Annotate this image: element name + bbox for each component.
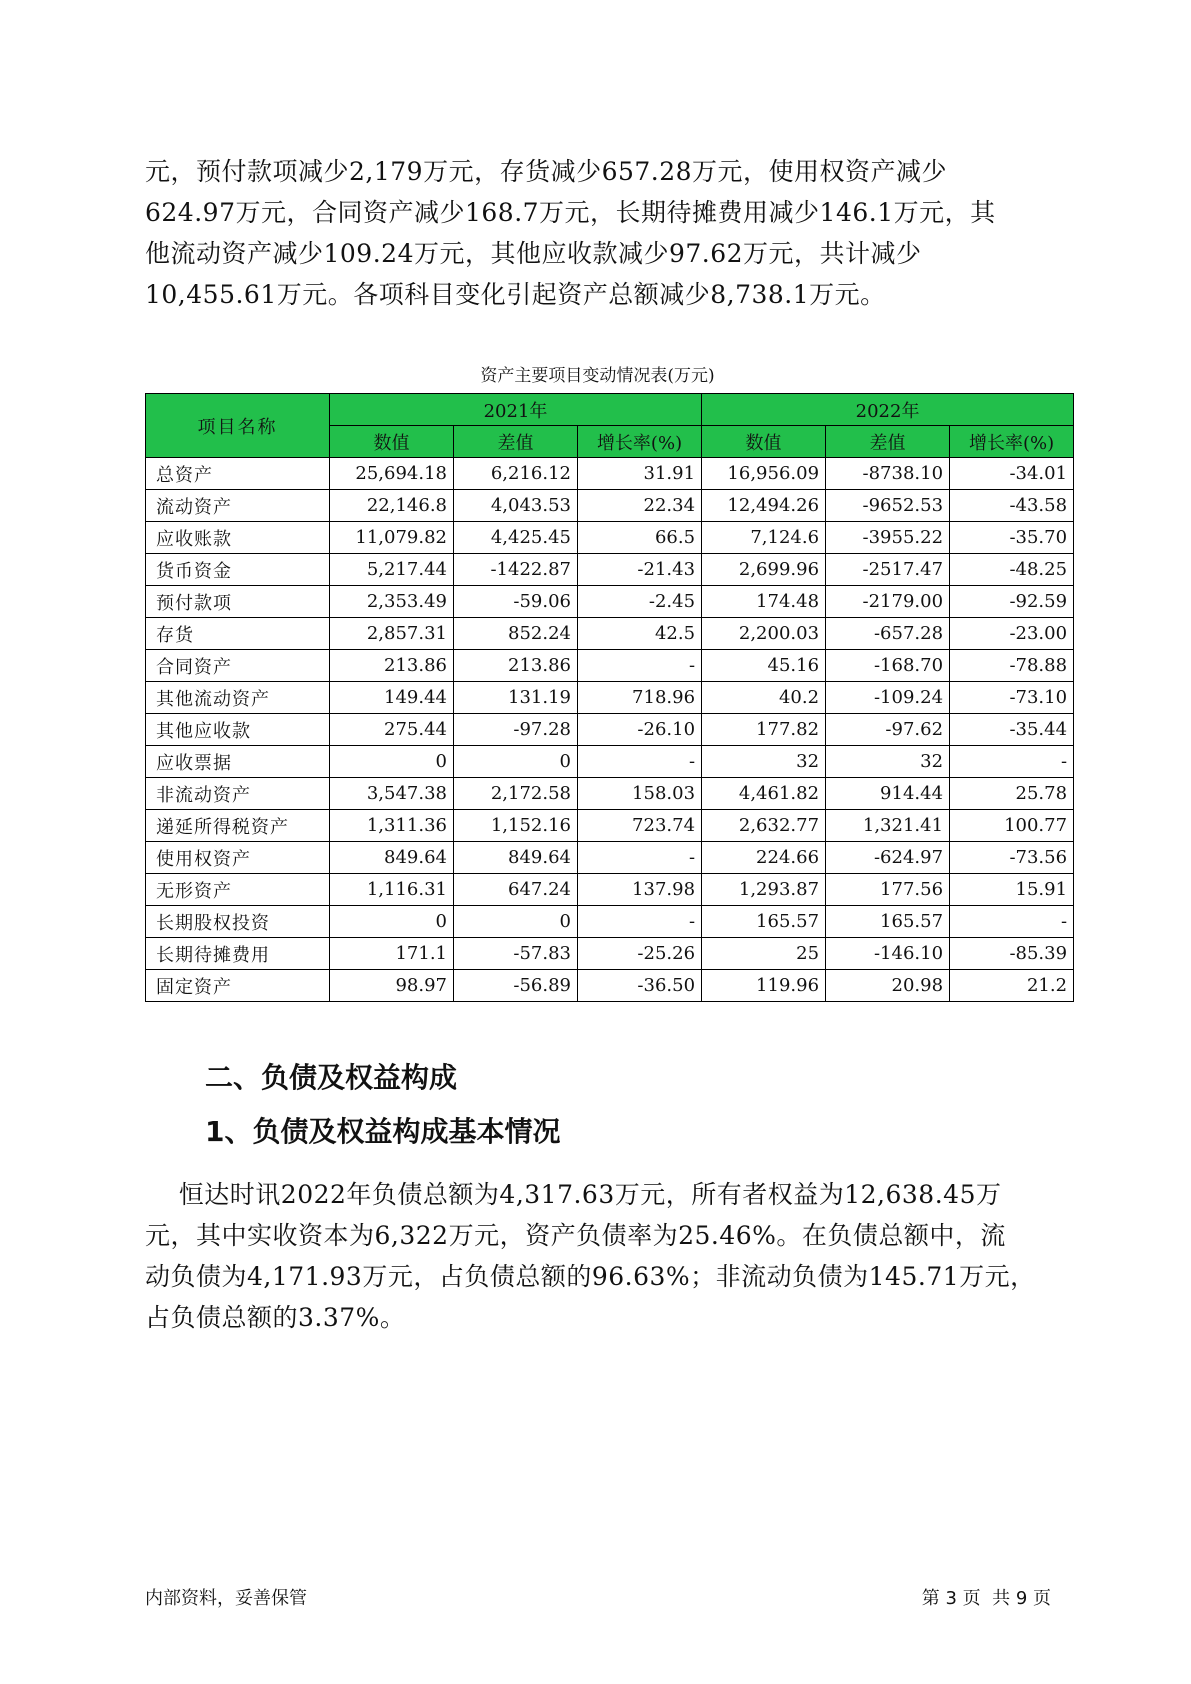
growth-2022-cell: - (950, 746, 1074, 778)
growth-2022-cell: -35.70 (950, 522, 1074, 554)
value-2021-cell: 0 (330, 746, 454, 778)
diff-2021-cell: 2,172.58 (454, 778, 578, 810)
diff-2022-cell: 165.57 (826, 906, 950, 938)
growth-2022-cell: -43.58 (950, 490, 1074, 522)
asset-change-table (145, 393, 1074, 1002)
intro-line: 他流动资产减少109.24万元，其他应收款减少97.62万元，共计减少 (145, 239, 922, 268)
growth-2021-cell: 31.91 (578, 458, 702, 490)
diff-2022-cell: -9652.53 (826, 490, 950, 522)
subsection-heading: 1、负债及权益构成基本情况 (205, 1115, 561, 1148)
diff-2022-header: 差值 (826, 426, 950, 458)
table-row (146, 522, 1074, 554)
year-2022-header: 2022年 (702, 394, 1074, 426)
diff-2022-cell: -146.10 (826, 938, 950, 970)
item-name-cell: 长期股权投资 (146, 906, 330, 938)
diff-2021-cell: 4,043.53 (454, 490, 578, 522)
table-row (146, 554, 1074, 586)
diff-2022-cell: -168.70 (826, 650, 950, 682)
item-name-cell: 无形资产 (146, 874, 330, 906)
diff-2022-cell: 1,321.41 (826, 810, 950, 842)
growth-2022-cell: -48.25 (950, 554, 1074, 586)
footer-page-number: 第 3 页 共 9 页 (921, 1588, 1051, 1609)
item-name-cell: 货币资金 (146, 554, 330, 586)
diff-2021-cell: 1,152.16 (454, 810, 578, 842)
growth-2021-cell: 723.74 (578, 810, 702, 842)
growth-2022-cell: 100.77 (950, 810, 1074, 842)
diff-2021-cell: 852.24 (454, 618, 578, 650)
diff-2022-cell: -3955.22 (826, 522, 950, 554)
liability-line: 占负债总额的3.37%。 (145, 1303, 406, 1332)
growth-2021-cell: 718.96 (578, 682, 702, 714)
growth-2021-cell: 137.98 (578, 874, 702, 906)
table-row (146, 906, 1074, 938)
diff-2021-cell: 131.19 (454, 682, 578, 714)
value-2022-cell: 25 (702, 938, 826, 970)
diff-2022-cell: -657.28 (826, 618, 950, 650)
value-2021-cell: 0 (330, 906, 454, 938)
intro-line: 元，预付款项减少2,179万元，存货减少657.28万元，使用权资产减少 (145, 157, 948, 186)
value-2021-cell: 149.44 (330, 682, 454, 714)
growth-2021-cell: - (578, 746, 702, 778)
diff-2022-cell: -8738.10 (826, 458, 950, 490)
value-2022-cell: 2,632.77 (702, 810, 826, 842)
diff-2022-cell: -2517.47 (826, 554, 950, 586)
table-row (146, 682, 1074, 714)
value-2021-cell: 11,079.82 (330, 522, 454, 554)
table-row (146, 458, 1074, 490)
value-2021-cell: 275.44 (330, 714, 454, 746)
value-2022-cell: 12,494.26 (702, 490, 826, 522)
growth-2021-cell: -25.26 (578, 938, 702, 970)
diff-2021-cell: 849.64 (454, 842, 578, 874)
section-heading: 二、负债及权益构成 (205, 1061, 458, 1094)
diff-2021-cell: 0 (454, 906, 578, 938)
diff-2021-cell: -56.89 (454, 970, 578, 1002)
growth-2021-cell: 22.34 (578, 490, 702, 522)
value-2021-cell: 25,694.18 (330, 458, 454, 490)
diff-2022-cell: 914.44 (826, 778, 950, 810)
growth-2022-header: 增长率(%) (950, 426, 1074, 458)
growth-2021-cell: -2.45 (578, 586, 702, 618)
diff-2021-cell: -1422.87 (454, 554, 578, 586)
growth-2022-cell: -78.88 (950, 650, 1074, 682)
table-row (146, 746, 1074, 778)
growth-2021-cell: 42.5 (578, 618, 702, 650)
value-2021-cell: 22,146.8 (330, 490, 454, 522)
item-name-cell: 总资产 (146, 458, 330, 490)
value-2022-cell: 1,293.87 (702, 874, 826, 906)
item-name-cell: 长期待摊费用 (146, 938, 330, 970)
value-2022-cell: 2,200.03 (702, 618, 826, 650)
diff-2022-cell: -624.97 (826, 842, 950, 874)
value-2022-cell: 7,124.6 (702, 522, 826, 554)
diff-2022-cell: -109.24 (826, 682, 950, 714)
intro-line: 624.97万元，合同资产减少168.7万元，长期待摊费用减少146.1万元，其 (145, 198, 996, 227)
value-2022-cell: 177.82 (702, 714, 826, 746)
value-2021-cell: 171.1 (330, 938, 454, 970)
value-2022-cell: 224.66 (702, 842, 826, 874)
growth-2022-cell: 15.91 (950, 874, 1074, 906)
item-name-cell: 应收票据 (146, 746, 330, 778)
growth-2021-cell: -26.10 (578, 714, 702, 746)
liability-line: 恒达时讯2022年负债总额为4,317.63万元，所有者权益为12,638.45万 (145, 1180, 1002, 1209)
item-name-cell: 固定资产 (146, 970, 330, 1002)
value-2022-cell: 4,461.82 (702, 778, 826, 810)
liability-line: 元，其中实收资本为6,322万元，资产负债率为25.46%。在负债总额中，流 (145, 1221, 1006, 1250)
liability-line: 动负债为4,171.93万元，占负债总额的96.63%；非流动负债为145.71万元， (145, 1262, 1036, 1291)
growth-2022-cell: -92.59 (950, 586, 1074, 618)
diff-2021-cell: 213.86 (454, 650, 578, 682)
diff-2022-cell: -97.62 (826, 714, 950, 746)
item-name-cell: 应收账款 (146, 522, 330, 554)
intro-line: 10,455.61万元。各项科目变化引起资产总额减少8,738.1万元。 (145, 280, 886, 309)
growth-2021-cell: - (578, 842, 702, 874)
table-body (146, 458, 1074, 1002)
growth-2022-cell: 25.78 (950, 778, 1074, 810)
growth-2022-cell: -35.44 (950, 714, 1074, 746)
value-2021-cell: 1,116.31 (330, 874, 454, 906)
growth-2022-cell: -23.00 (950, 618, 1074, 650)
footer-confidential-note: 内部资料，妥善保管 (145, 1588, 307, 1609)
diff-2021-cell: -97.28 (454, 714, 578, 746)
intro-paragraph (145, 151, 1050, 315)
item-name-cell: 其他流动资产 (146, 682, 330, 714)
item-name-cell: 合同资产 (146, 650, 330, 682)
diff-2021-cell: 0 (454, 746, 578, 778)
value-2022-cell: 165.57 (702, 906, 826, 938)
diff-2021-cell: 647.24 (454, 874, 578, 906)
table-row (146, 714, 1074, 746)
value-2022-cell: 119.96 (702, 970, 826, 1002)
value-2022-cell: 16,956.09 (702, 458, 826, 490)
value-2021-cell: 98.97 (330, 970, 454, 1002)
item-name-cell: 流动资产 (146, 490, 330, 522)
year-2021-header: 2021年 (330, 394, 702, 426)
liability-paragraph (145, 1174, 1050, 1338)
value-2022-cell: 2,699.96 (702, 554, 826, 586)
value-2021-header: 数值 (330, 426, 454, 458)
diff-2021-cell: 4,425.45 (454, 522, 578, 554)
diff-2022-cell: 177.56 (826, 874, 950, 906)
value-2022-cell: 174.48 (702, 586, 826, 618)
growth-2022-cell: -73.56 (950, 842, 1074, 874)
diff-2021-header: 差值 (454, 426, 578, 458)
value-2021-cell: 849.64 (330, 842, 454, 874)
growth-2021-cell: - (578, 906, 702, 938)
diff-2021-cell: 6,216.12 (454, 458, 578, 490)
value-2021-cell: 213.86 (330, 650, 454, 682)
table-row (146, 586, 1074, 618)
value-2022-cell: 45.16 (702, 650, 826, 682)
item-name-header: 项目名称 (146, 394, 330, 458)
item-name-cell: 预付款项 (146, 586, 330, 618)
growth-2021-cell: -36.50 (578, 970, 702, 1002)
value-2022-header: 数值 (702, 426, 826, 458)
diff-2021-cell: -57.83 (454, 938, 578, 970)
table-header-row (146, 394, 1074, 426)
diff-2022-cell: -2179.00 (826, 586, 950, 618)
growth-2022-cell: -73.10 (950, 682, 1074, 714)
diff-2022-cell: 32 (826, 746, 950, 778)
table-row (146, 650, 1074, 682)
table-row (146, 874, 1074, 906)
diff-2022-cell: 20.98 (826, 970, 950, 1002)
value-2022-cell: 32 (702, 746, 826, 778)
table-row (146, 842, 1074, 874)
table-row (146, 490, 1074, 522)
item-name-cell: 非流动资产 (146, 778, 330, 810)
growth-2021-cell: -21.43 (578, 554, 702, 586)
value-2021-cell: 1,311.36 (330, 810, 454, 842)
growth-2022-cell: -85.39 (950, 938, 1074, 970)
item-name-cell: 存货 (146, 618, 330, 650)
value-2021-cell: 2,353.49 (330, 586, 454, 618)
item-name-cell: 使用权资产 (146, 842, 330, 874)
value-2021-cell: 3,547.38 (330, 778, 454, 810)
diff-2021-cell: -59.06 (454, 586, 578, 618)
item-name-cell: 递延所得税资产 (146, 810, 330, 842)
growth-2021-header: 增长率(%) (578, 426, 702, 458)
growth-2021-cell: 66.5 (578, 522, 702, 554)
growth-2021-cell: 158.03 (578, 778, 702, 810)
item-name-cell: 其他应收款 (146, 714, 330, 746)
growth-2022-cell: 21.2 (950, 970, 1074, 1002)
table-row (146, 810, 1074, 842)
table-caption: 资产主要项目变动情况表(万元) (480, 366, 715, 386)
table-row (146, 938, 1074, 970)
growth-2022-cell: -34.01 (950, 458, 1074, 490)
value-2021-cell: 2,857.31 (330, 618, 454, 650)
table-row (146, 970, 1074, 1002)
growth-2021-cell: - (578, 650, 702, 682)
value-2022-cell: 40.2 (702, 682, 826, 714)
table-row (146, 778, 1074, 810)
growth-2022-cell: - (950, 906, 1074, 938)
value-2021-cell: 5,217.44 (330, 554, 454, 586)
table-row (146, 618, 1074, 650)
